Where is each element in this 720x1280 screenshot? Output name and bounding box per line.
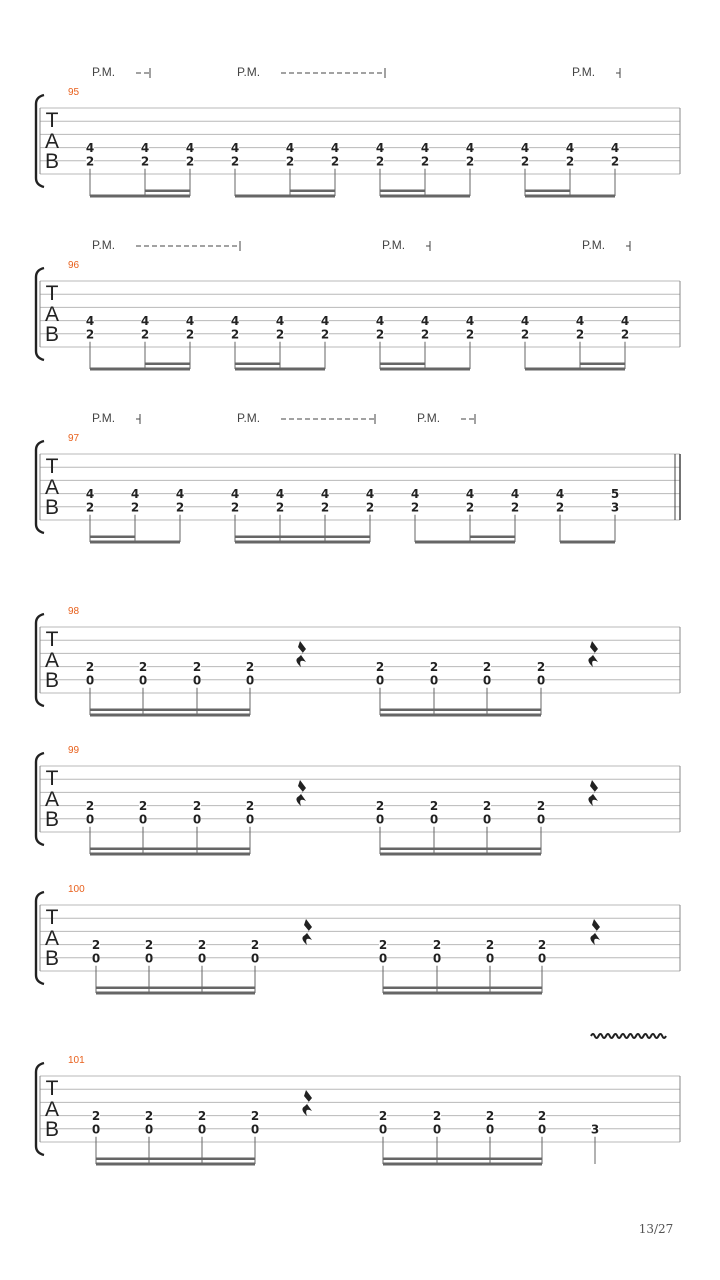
fret-number: 4 (175, 487, 185, 502)
palm-mute-label: P.M. (92, 65, 116, 79)
fret-number: 4 (555, 487, 565, 502)
beam-secondary (90, 848, 250, 851)
fret-number: 2 (537, 938, 547, 953)
fret-number: 0 (485, 1122, 495, 1137)
tab-clef-a: A (44, 130, 60, 153)
tab-clef-b: B (44, 150, 60, 173)
vibrato-mark (591, 1034, 666, 1038)
fret-number: 2 (620, 327, 630, 342)
fret-number: 2 (330, 154, 340, 169)
fret-number: 0 (138, 812, 148, 827)
quarter-rest (588, 780, 598, 806)
fret-number: 0 (144, 1122, 154, 1137)
fret-number: 0 (429, 673, 439, 688)
fret-number: 2 (482, 660, 492, 675)
beam-primary (90, 714, 250, 717)
fret-number: 2 (275, 500, 285, 515)
fret-number: 2 (565, 154, 575, 169)
fret-number: 0 (537, 1122, 547, 1137)
quarter-rest (296, 641, 306, 667)
beam-secondary (380, 848, 541, 851)
fret-number: 0 (482, 812, 492, 827)
fret-number: 4 (330, 141, 340, 156)
palm-mute-label: P.M. (237, 411, 261, 425)
fret-number: 4 (130, 487, 140, 502)
fret-number: 2 (285, 154, 295, 169)
fret-number: 4 (320, 314, 330, 329)
beam-secondary (145, 363, 190, 366)
fret-number: 4 (465, 487, 475, 502)
measure-number: 98 (68, 606, 80, 617)
fret-number: 2 (175, 500, 185, 515)
fret-number: 2 (482, 799, 492, 814)
tab-clef-a: A (44, 927, 60, 950)
fret-number: 2 (378, 938, 388, 953)
fret-number: 2 (85, 154, 95, 169)
beam-secondary (580, 363, 625, 366)
fret-number: 2 (520, 154, 530, 169)
tab-clef-b: B (44, 1118, 60, 1141)
fret-number: 2 (197, 938, 207, 953)
tab-clef-t: T (45, 282, 59, 305)
fret-number: 4 (375, 314, 385, 329)
beam-secondary (525, 190, 570, 193)
beam-secondary (145, 190, 190, 193)
beam-primary (525, 368, 625, 371)
fret-number: 2 (320, 327, 330, 342)
fret-number: 2 (192, 660, 202, 675)
fret-number: 2 (230, 327, 240, 342)
tab-clef-t: T (45, 109, 59, 132)
tab-clef-a: A (44, 1098, 60, 1121)
fret-number: 2 (320, 500, 330, 515)
fret-number: 2 (138, 660, 148, 675)
fret-number: 0 (197, 1122, 207, 1137)
fret-number: 2 (130, 500, 140, 515)
tab-clef-a: A (44, 476, 60, 499)
beam-primary (235, 195, 335, 198)
fret-number: 2 (465, 500, 475, 515)
fret-number: 2 (138, 799, 148, 814)
fret-number: 0 (197, 951, 207, 966)
fret-number: 2 (536, 799, 546, 814)
beam-secondary (96, 987, 255, 990)
fret-number: 0 (91, 1122, 101, 1137)
fret-number: 4 (140, 314, 150, 329)
fret-number: 0 (250, 951, 260, 966)
tab-clef-t: T (45, 628, 59, 651)
tab-clef-t: T (45, 1077, 59, 1100)
beam-primary (90, 195, 190, 198)
fret-number: 2 (375, 799, 385, 814)
beam-secondary (96, 1158, 255, 1161)
fret-number: 0 (245, 812, 255, 827)
fret-number: 4 (140, 141, 150, 156)
fret-number: 0 (378, 1122, 388, 1137)
quarter-rest (302, 1090, 312, 1116)
fret-number: 0 (144, 951, 154, 966)
tab-clef-a: A (44, 649, 60, 672)
measure-number: 100 (68, 884, 85, 895)
fret-number: 2 (192, 799, 202, 814)
fret-number: 4 (85, 141, 95, 156)
fret-number: 0 (537, 951, 547, 966)
fret-number: 2 (144, 938, 154, 953)
fret-number: 0 (429, 812, 439, 827)
fret-number: 2 (485, 938, 495, 953)
palm-mute-label: P.M. (572, 65, 596, 79)
fret-number: 2 (250, 938, 260, 953)
quarter-rest (588, 641, 598, 667)
tab-clef-a: A (44, 788, 60, 811)
measure-number: 96 (68, 260, 80, 271)
fret-number: 2 (85, 327, 95, 342)
fret-number: 4 (575, 314, 585, 329)
fret-number: 2 (375, 660, 385, 675)
fret-number: 2 (365, 500, 375, 515)
beam-primary (235, 541, 370, 544)
fret-number: 2 (140, 327, 150, 342)
palm-mute-label: P.M. (382, 238, 406, 252)
fret-number: 0 (485, 951, 495, 966)
fret-number: 3 (590, 1122, 600, 1137)
fret-number: 4 (610, 141, 620, 156)
fret-number: 0 (378, 951, 388, 966)
beam-primary (415, 541, 515, 544)
beam-primary (383, 992, 542, 995)
fret-number: 4 (565, 141, 575, 156)
quarter-rest (296, 780, 306, 806)
fret-number: 2 (245, 799, 255, 814)
fret-number: 0 (192, 812, 202, 827)
beam-secondary (90, 709, 250, 712)
palm-mute-label: P.M. (582, 238, 606, 252)
fret-number: 2 (432, 1109, 442, 1124)
fret-number: 4 (230, 141, 240, 156)
beam-primary (96, 992, 255, 995)
beam-primary (380, 853, 541, 856)
tab-clef-t: T (45, 455, 59, 478)
fret-number: 3 (610, 500, 620, 515)
beam-primary (96, 1163, 255, 1166)
fret-number: 2 (520, 327, 530, 342)
fret-number: 4 (185, 141, 195, 156)
fret-number: 2 (85, 500, 95, 515)
fret-number: 4 (375, 141, 385, 156)
fret-number: 2 (510, 500, 520, 515)
fret-number: 0 (85, 673, 95, 688)
fret-number: 4 (85, 487, 95, 502)
fret-number: 4 (230, 314, 240, 329)
fret-number: 4 (420, 141, 430, 156)
fret-number: 4 (275, 314, 285, 329)
beam-primary (90, 368, 190, 371)
fret-number: 4 (520, 141, 530, 156)
fret-number: 0 (91, 951, 101, 966)
fret-number: 2 (575, 327, 585, 342)
beam-primary (380, 195, 470, 198)
fret-number: 2 (465, 154, 475, 169)
fret-number: 2 (140, 154, 150, 169)
beam-primary (525, 195, 615, 198)
beam-secondary (235, 363, 280, 366)
beam-primary (380, 368, 470, 371)
fret-number: 5 (610, 487, 620, 502)
fret-number: 2 (429, 799, 439, 814)
beam-primary (560, 541, 615, 544)
beam-primary (383, 1163, 542, 1166)
quarter-rest (590, 919, 600, 945)
beam-secondary (90, 536, 135, 539)
beam-secondary (383, 1158, 542, 1161)
tab-clef-b: B (44, 947, 60, 970)
fret-number: 2 (230, 500, 240, 515)
measure-number: 95 (68, 87, 80, 98)
fret-number: 2 (537, 1109, 547, 1124)
beam-secondary (470, 536, 515, 539)
fret-number: 0 (482, 673, 492, 688)
fret-number: 2 (275, 327, 285, 342)
beam-primary (380, 714, 541, 717)
quarter-rest (302, 919, 312, 945)
tab-clef-b: B (44, 808, 60, 831)
fret-number: 2 (432, 938, 442, 953)
fret-number: 4 (285, 141, 295, 156)
beam-secondary (380, 190, 425, 193)
fret-number: 4 (320, 487, 330, 502)
fret-number: 2 (610, 154, 620, 169)
fret-number: 4 (410, 487, 420, 502)
fret-number: 4 (420, 314, 430, 329)
measure-number: 101 (68, 1055, 85, 1066)
fret-number: 0 (432, 951, 442, 966)
fret-number: 0 (138, 673, 148, 688)
measure-number: 97 (68, 433, 80, 444)
fret-number: 2 (185, 154, 195, 169)
fret-number: 4 (85, 314, 95, 329)
fret-number: 2 (91, 1109, 101, 1124)
beam-secondary (383, 987, 542, 990)
fret-number: 0 (85, 812, 95, 827)
measure-number: 99 (68, 745, 80, 756)
fret-number: 4 (365, 487, 375, 502)
fret-number: 2 (555, 500, 565, 515)
fret-number: 2 (197, 1109, 207, 1124)
tab-clef-b: B (44, 669, 60, 692)
palm-mute-label: P.M. (92, 238, 116, 252)
palm-mute-label: P.M. (92, 411, 116, 425)
beam-secondary (380, 363, 425, 366)
fret-number: 2 (144, 1109, 154, 1124)
beam-secondary (290, 190, 335, 193)
fret-number: 0 (432, 1122, 442, 1137)
palm-mute-label: P.M. (237, 65, 261, 79)
fret-number: 2 (536, 660, 546, 675)
fret-number: 0 (245, 673, 255, 688)
fret-number: 2 (185, 327, 195, 342)
fret-number: 0 (192, 673, 202, 688)
fret-number: 4 (510, 487, 520, 502)
tab-clef-t: T (45, 906, 59, 929)
beam-primary (235, 368, 325, 371)
fret-number: 4 (465, 314, 475, 329)
fret-number: 4 (620, 314, 630, 329)
tab-clef-b: B (44, 323, 60, 346)
fret-number: 4 (230, 487, 240, 502)
fret-number: 2 (85, 799, 95, 814)
fret-number: 0 (250, 1122, 260, 1137)
fret-number: 0 (536, 812, 546, 827)
fret-number: 0 (375, 812, 385, 827)
beam-primary (90, 541, 180, 544)
fret-number: 2 (250, 1109, 260, 1124)
tab-clef-b: B (44, 496, 60, 519)
fret-number: 2 (429, 660, 439, 675)
page-number: 13/27 (638, 1222, 674, 1236)
fret-number: 2 (245, 660, 255, 675)
fret-number: 2 (85, 660, 95, 675)
fret-number: 4 (520, 314, 530, 329)
fret-number: 0 (375, 673, 385, 688)
fret-number: 2 (465, 327, 475, 342)
fret-number: 2 (420, 327, 430, 342)
fret-number: 2 (410, 500, 420, 515)
fret-number: 0 (536, 673, 546, 688)
tab-clef-t: T (45, 767, 59, 790)
fret-number: 2 (230, 154, 240, 169)
beam-secondary (235, 536, 370, 539)
fret-number: 2 (375, 154, 385, 169)
palm-mute-label: P.M. (417, 411, 441, 425)
fret-number: 2 (485, 1109, 495, 1124)
fret-number: 2 (378, 1109, 388, 1124)
beam-secondary (380, 709, 541, 712)
fret-number: 2 (375, 327, 385, 342)
fret-number: 2 (91, 938, 101, 953)
tab-clef-a: A (44, 303, 60, 326)
beam-primary (90, 853, 250, 856)
fret-number: 4 (185, 314, 195, 329)
fret-number: 4 (465, 141, 475, 156)
fret-number: 2 (420, 154, 430, 169)
fret-number: 4 (275, 487, 285, 502)
